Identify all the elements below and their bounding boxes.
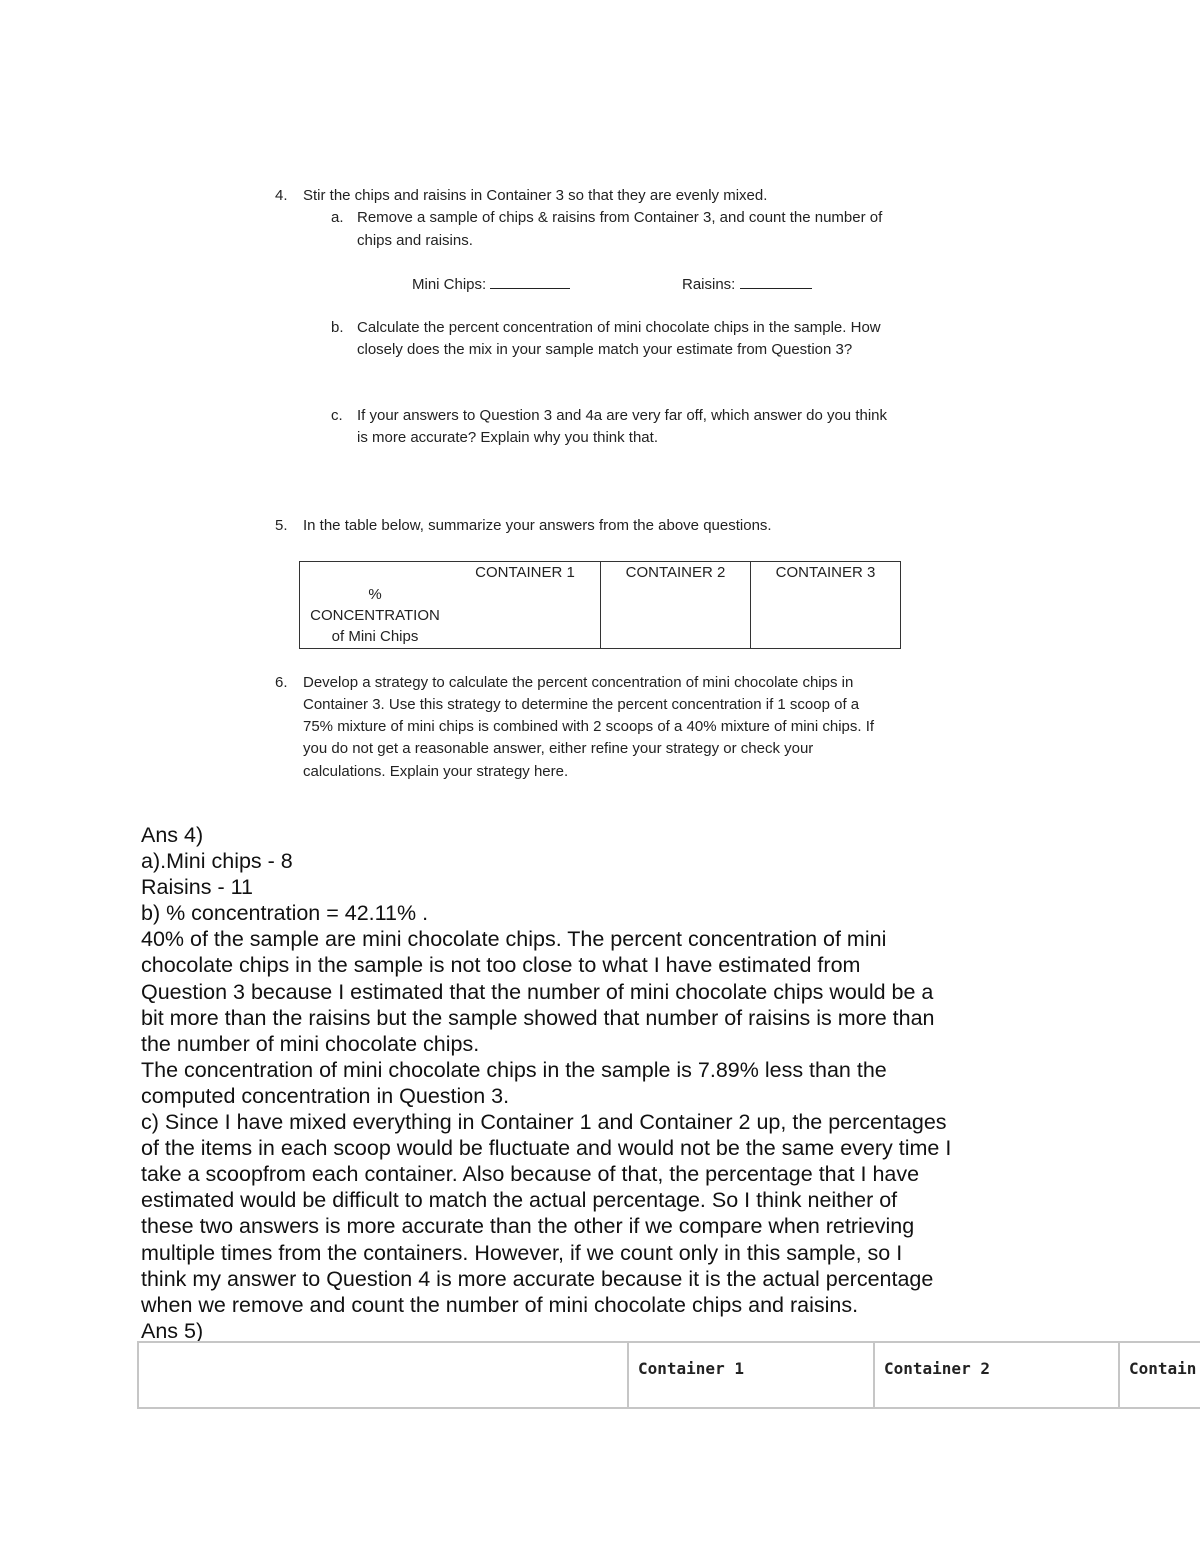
answers-block [141,822,1191,1344]
mini-chips-label: Mini Chips: [412,276,487,293]
raisins-label: Raisins: [682,276,736,293]
answer-line: estimated would be difficult to match the actual percentage. So I think neither of [141,1188,898,1213]
summary-col-container-3: CONTAINER 3 [751,562,901,649]
q4a-line1: Remove a sample of chips & raisins from Container 3, and count the number of [357,209,883,226]
answer-line: bit more than the raisins but the sample showed that number of raisins is more than [141,1005,935,1030]
answer-line: c) Since I have mixed everything in Container 1 and Container 2 up, the percentages [141,1110,947,1135]
answer-line: a).Mini chips - 8 [141,849,293,874]
q4b-marker: b. [331,319,344,336]
answer-line: Question 3 because I estimated that the number of mini chocolate chips would be a [141,979,934,1004]
q4a-line2: chips and raisins. [357,232,473,249]
answer-table-col-container-3 [1118,1343,1200,1407]
q6-line-3: 75% mixture of mini chips is combined with 2 scoops of a 40% mixture of mini chips. If [303,718,875,735]
answer-line: think my answer to Question 4 is more accurate because it is the actual percentage [141,1266,934,1291]
answer-line: 40% of the sample are mini chocolate chips. The percent concentration of mini [141,927,887,952]
q6-number: 6. [275,674,288,691]
answer-line: Raisins - 11 [141,875,253,900]
q4b-line2: closely does the mix in your sample match your estimate from Question 3? [357,341,853,358]
answer-line: multiple times from the containers. However, if we count only in this sample, so I [141,1240,903,1265]
answer-table-col-container-2 [873,1343,1119,1407]
q4c-marker: c. [331,407,343,424]
q6-line-2: Container 3. Use this strategy to determine the percent concentration if 1 scoop of a [303,696,860,713]
summary-table [299,561,901,649]
answer-line: when we remove and count the number of mini chocolate chips and raisins. [141,1292,859,1317]
q6-line-1: Develop a strategy to calculate the percent concentration of mini chocolate chips in [303,674,854,691]
summary-col-container-2: CONTAINER 2 [601,562,751,649]
answer-table-header-3: Contain [1129,1359,1197,1378]
answer-table [137,1341,1200,1409]
mini-chips-field [412,273,570,296]
q5-number: 5. [275,517,288,534]
answer-table-header-1: Container 1 [638,1359,744,1378]
summary-row-header [300,562,451,649]
q6-line-5: calculations. Explain your strategy here. [303,763,569,780]
answer-table-header-2: Container 2 [884,1359,990,1378]
q4-number: 4. [275,187,288,204]
raisins-blank [740,273,812,289]
row-header-line-2: CONCENTRATION [310,607,440,624]
row-header-line-1: % [368,586,382,603]
answer-line: of the items in each scoop would be fluctuate and would not be the same every time I [141,1136,952,1161]
answer-line: b) % concentration = 42.11% . [141,901,429,926]
q4a-marker: a. [331,209,344,226]
q4-text: Stir the chips and raisins in Container 3 so that they are evenly mixed. [303,187,768,204]
answer-line: The concentration of mini chocolate chips in the sample is 7.89% less than the [141,1057,887,1082]
answer-table-blank-cell [137,1343,628,1407]
raisins-field [682,273,812,296]
answer-line: computed concentration in Question 3. [141,1083,510,1108]
q6-line-4: you do not get a reasonable answer, either refine your strategy or check your [303,740,814,757]
q4c-line2: is more accurate? Explain why you think that. [357,429,658,446]
q4c-line1: If your answers to Question 3 and 4a are very far off, which answer do you think [357,407,888,424]
answer-table-col-container-1 [627,1343,873,1407]
answer-line: chocolate chips in the sample is not too close to what I have estimated from [141,953,861,978]
answer-line: Ans 5) [141,1318,204,1343]
answer-line: take a scoopfrom each container. Also because of that, the percentage that I have [141,1162,920,1187]
q4b-line1: Calculate the percent concentration of mini chocolate chips in the sample. How [357,319,881,336]
summary-col-container-1: CONTAINER 1 [450,562,601,649]
answer-line: the number of mini chocolate chips. [141,1031,480,1056]
q5-text: In the table below, summarize your answers from the above questions. [303,517,772,534]
row-header-line-3: of Mini Chips [331,628,419,645]
answer-line: these two answers is more accurate than the other if we compare when retrieving [141,1214,915,1239]
mini-chips-blank [490,273,570,289]
answer-line: Ans 4) [141,823,204,847]
